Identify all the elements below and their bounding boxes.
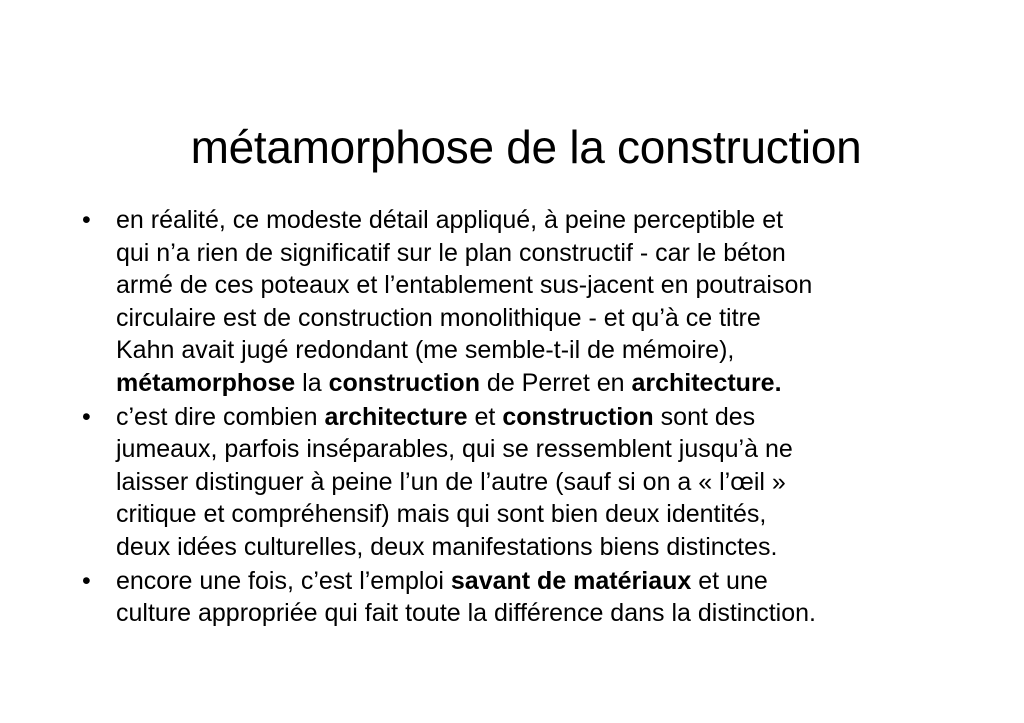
bullet-marker: • — [82, 206, 91, 234]
bullet-marker: • — [82, 402, 91, 431]
body-text: qui n’a rien de significatif sur le plan constructif - car le béton — [116, 238, 786, 267]
bullet-item — [82, 401, 996, 564]
emphasis-text: architecture. — [631, 368, 782, 397]
body-text: circulaire est de construction monolithique - et qu’à ce titre — [116, 303, 761, 332]
slide-title: métamorphose de la construction — [190, 121, 862, 173]
body-text: de Perret en — [479, 368, 632, 397]
body-text: culture appropriée qui fait toute la différence dans la distinction. — [116, 599, 816, 628]
bullet-item — [82, 204, 996, 400]
bullet-line — [116, 367, 996, 400]
bullet-item — [82, 565, 996, 630]
body-text: Kahn avait jugé redondant (me semble-t-il de mémoire), — [116, 336, 735, 365]
emphasis-text: architecture — [324, 402, 468, 431]
bullet-marker: • — [82, 566, 91, 595]
bullet-line — [116, 334, 996, 367]
bullet-line — [116, 565, 996, 598]
body-text: et — [467, 402, 503, 431]
bullet-list — [82, 204, 996, 631]
body-text: la — [295, 368, 329, 397]
emphasis-text: métamorphose — [116, 368, 296, 397]
body-text: sont des — [653, 402, 756, 431]
body-text: armé de ces poteaux et l’entablement sus-jacent en poutraison — [116, 271, 813, 300]
bullet-line — [116, 597, 996, 630]
body-text: laisser distinguer à peine l’un de l’autre (sauf si on a « l’œil » — [116, 467, 786, 496]
bullet-line — [116, 204, 996, 237]
body-text: jumeaux, parfois inséparables, qui se ressemblent jusqu’à ne — [116, 435, 793, 464]
body-text: en réalité, ce modeste détail appliqué, à peine perceptible et — [116, 206, 784, 234]
emphasis-text: savant de matériaux — [450, 566, 692, 595]
body-text: et une — [691, 566, 768, 595]
bullet-line — [116, 531, 996, 564]
bullet-line — [116, 237, 996, 270]
bullet-line — [116, 466, 996, 499]
bullet-line — [116, 498, 996, 531]
body-text: critique et compréhensif) mais qui sont bien deux identités, — [116, 500, 767, 529]
bullet-line — [116, 269, 996, 302]
bullet-line — [116, 401, 996, 434]
body-text: encore une fois, c’est l’emploi — [116, 566, 451, 595]
emphasis-text: construction — [502, 402, 654, 431]
bullet-line — [116, 433, 996, 466]
emphasis-text: construction — [328, 368, 480, 397]
body-text: c’est dire combien — [116, 402, 325, 431]
body-text: deux idées culturelles, deux manifestations biens distinctes. — [116, 532, 778, 561]
bullet-line — [116, 302, 996, 335]
